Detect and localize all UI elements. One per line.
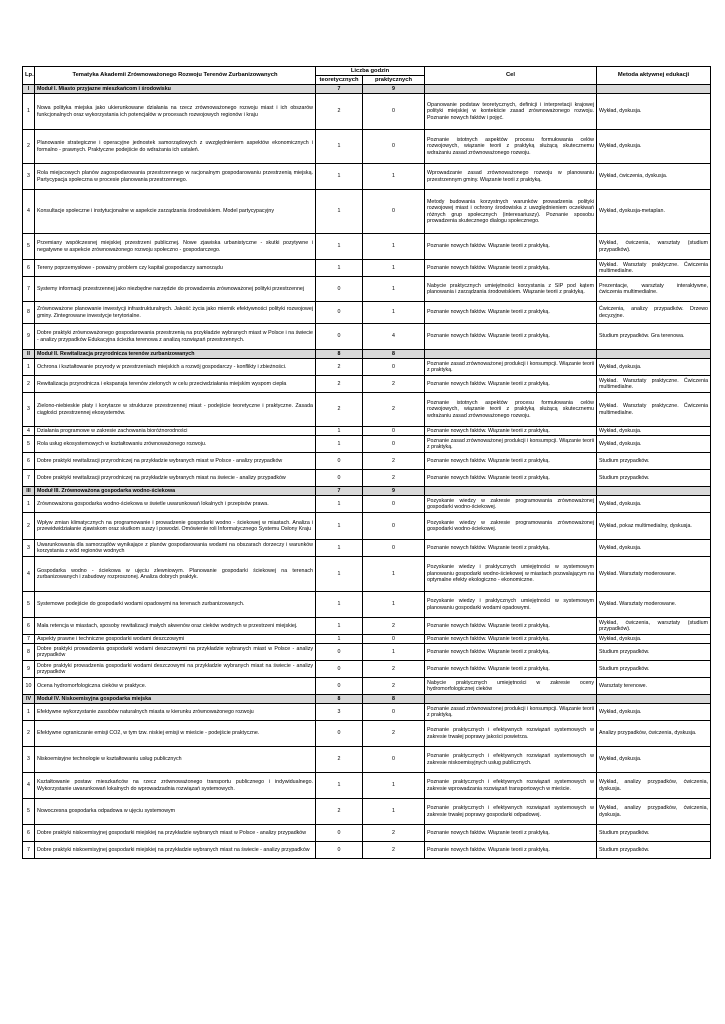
practice-hours: 0	[363, 94, 425, 130]
practice-hours: 2	[363, 842, 425, 859]
row-number: III	[23, 487, 35, 496]
module-header-row	[23, 350, 711, 359]
theory-hours: 1	[316, 436, 363, 453]
table-row	[23, 704, 711, 721]
table-row	[23, 190, 711, 234]
practice-hours: 0	[363, 130, 425, 164]
practice-hours: 0	[363, 427, 425, 436]
topic-cell: Zrównoważona gospodarka wodno-ściekowa w świetle uwarunkowań lokalnych i przepisów prawa.	[35, 496, 316, 513]
table-row	[23, 234, 711, 260]
goal-cell: Poznanie nowych faktów. Wiązanie teorii z praktyką.	[425, 302, 597, 324]
row-number: 7	[23, 470, 35, 487]
practice-hours: 0	[363, 496, 425, 513]
method-cell: Wykład, dyskusja.	[597, 436, 711, 453]
practice-hours: 2	[363, 376, 425, 393]
header-theory: teoretycznych	[316, 76, 363, 85]
row-number: 4	[23, 773, 35, 799]
header-hours: Liczba godzin	[316, 67, 425, 76]
method-cell: Wykład, dyskusja.	[597, 704, 711, 721]
method-cell: Wykład. Warsztaty praktyczne. Ćwiczenia multimedialne.	[597, 376, 711, 393]
method-cell	[597, 350, 711, 359]
theory-hours: 0	[316, 825, 363, 842]
row-number: 5	[23, 234, 35, 260]
practice-hours: 0	[363, 635, 425, 644]
topic-cell: Ocena hydromorfologiczna cieków w praktyce.	[35, 678, 316, 695]
method-cell: Wykład, dyskusja.	[597, 427, 711, 436]
practice-hours: 2	[363, 678, 425, 695]
practice-hours: 1	[363, 773, 425, 799]
goal-cell: Poznanie nowych faktów. Wiązanie teorii z praktyką.	[425, 825, 597, 842]
practice-hours: 0	[363, 359, 425, 376]
table-row	[23, 644, 711, 661]
row-number: 3	[23, 393, 35, 427]
theory-hours: 1	[316, 513, 363, 540]
row-number: 6	[23, 825, 35, 842]
topic-cell: Dobre praktyki prowadzenia gospodarki wodami deszczowymi na przykładzie wybranych miast w Polsce - analizy przypadków	[35, 644, 316, 661]
method-cell: Wykład, ćwiczenia, warsztaty (studium przypadków).	[597, 618, 711, 635]
row-number: 1	[23, 94, 35, 130]
theory-hours: 1	[316, 496, 363, 513]
goal-cell	[425, 350, 597, 359]
theory-hours: 1	[316, 540, 363, 557]
goal-cell	[425, 695, 597, 704]
row-number: II	[23, 350, 35, 359]
method-cell: Wykład, dyskusja-metaplan.	[597, 190, 711, 234]
goal-cell: Nabycie praktycznych umiejętności korzystania z SIP pod kątem planowania i zarządzania środowiskiem. Wiązanie teorii z praktyką.	[425, 277, 597, 302]
practice-hours: 0	[363, 513, 425, 540]
practice-hours: 4	[363, 324, 425, 350]
goal-cell: Poznanie nowych faktów. Wiązanie teorii z praktyką.	[425, 427, 597, 436]
theory-hours: 1	[316, 618, 363, 635]
row-number: 1	[23, 704, 35, 721]
row-number: 5	[23, 799, 35, 825]
practice-hours: 1	[363, 302, 425, 324]
table-row	[23, 453, 711, 470]
goal-cell	[425, 85, 597, 94]
table-row	[23, 427, 711, 436]
row-number: 8	[23, 644, 35, 661]
table-row	[23, 359, 711, 376]
table-row	[23, 799, 711, 825]
topic-cell: Rola usług ekosystemowych w kształtowaniu zrównoważonego rozwoju.	[35, 436, 316, 453]
row-number: 5	[23, 592, 35, 618]
row-number: 6	[23, 260, 35, 277]
practice-hours: 0	[363, 190, 425, 234]
practice-hours: 0	[363, 436, 425, 453]
topic-cell: Mała retencja w miastach, sposoby rewitalizacji małych akwenów oraz cieków wodnych w przestrzeni miejskiej.	[35, 618, 316, 635]
topic-cell: Aspekty prawne i techniczne gospodarki wodami deszczowymi	[35, 635, 316, 644]
row-number: 7	[23, 842, 35, 859]
method-cell: Studium przypadków.	[597, 644, 711, 661]
topic-cell: Systemy informacji przestrzennej jako niezbędne narzędzie do prowadzenia zrównoważonej polityki przestrzennej	[35, 277, 316, 302]
practice-hours: 2	[363, 618, 425, 635]
method-cell: Studium przypadków. Gra terenowa.	[597, 324, 711, 350]
method-cell: Studium przypadków.	[597, 470, 711, 487]
row-number: IV	[23, 695, 35, 704]
method-cell: Studium przypadków.	[597, 842, 711, 859]
row-number: 9	[23, 324, 35, 350]
theory-hours: 0	[316, 453, 363, 470]
theory-hours: 1	[316, 260, 363, 277]
method-cell: Wykład. Warsztaty moderowane.	[597, 592, 711, 618]
theory-hours: 0	[316, 661, 363, 678]
table-row	[23, 747, 711, 773]
theory-hours: 0	[316, 302, 363, 324]
table-row	[23, 496, 711, 513]
table-row	[23, 164, 711, 190]
theory-hours: 0	[316, 842, 363, 859]
row-number: 7	[23, 277, 35, 302]
method-cell: Analizy przypadków, ćwiczenia, dyskusja.	[597, 721, 711, 747]
goal-cell: Poznanie nowych faktów. Wiązanie teorii z praktyką.	[425, 842, 597, 859]
table-row	[23, 773, 711, 799]
row-number: 8	[23, 302, 35, 324]
goal-cell: Poznanie nowych faktów. Wiązanie teorii z praktyką.	[425, 324, 597, 350]
method-cell: Studium przypadków.	[597, 825, 711, 842]
goal-cell: Pozyskanie wiedzy w zakresie programowania zrównoważonej gospodarki wodno-ściekowej.	[425, 496, 597, 513]
theory-hours: 8	[316, 350, 363, 359]
theory-hours: 2	[316, 747, 363, 773]
theory-hours: 1	[316, 773, 363, 799]
topic-cell: Gospodarka wodno - ściekowa w ujęciu zlewniowym. Planowanie gospodarki ściekowej na terenach zurbanizowanych i zabudowy rozproszonej. Analiza dobrych praktyk.	[35, 557, 316, 592]
practice-hours: 1	[363, 234, 425, 260]
practice-hours: 1	[363, 592, 425, 618]
row-number: 2	[23, 721, 35, 747]
topic-cell: Zrównoważone planowanie inwestycji infrastrukturalnych. Jakość życia jako miernik efektywności polityki rozwojowej gminy. Zintegrowane inwestycje terytorialne.	[35, 302, 316, 324]
method-cell	[597, 695, 711, 704]
practice-hours: 0	[363, 747, 425, 773]
method-cell: Wykład, ćwiczenia, warsztaty (studium przypadków).	[597, 234, 711, 260]
goal-cell: Poznanie praktycznych i efektywnych rozwiązań systemowych w zakresie trwałej poprawy jakości powietrza.	[425, 721, 597, 747]
table-row	[23, 557, 711, 592]
table-row	[23, 635, 711, 644]
table-row	[23, 302, 711, 324]
header-goal: Cel	[425, 67, 597, 85]
goal-cell: Poznanie zasad zrównoważonej produkcji i konsumpcji. Wiązanie teorii z praktyką.	[425, 704, 597, 721]
goal-cell: Poznanie zasad zrównoważonej produkcji i konsumpcji. Wiązanie teorii z praktyką.	[425, 436, 597, 453]
row-number: 1	[23, 359, 35, 376]
curriculum-table	[22, 66, 711, 859]
method-cell: Studium przypadków.	[597, 453, 711, 470]
table-row	[23, 513, 711, 540]
table-row	[23, 260, 711, 277]
method-cell: Wykład, dyskusja.	[597, 359, 711, 376]
row-number: 2	[23, 513, 35, 540]
row-number: 4	[23, 557, 35, 592]
method-cell	[597, 85, 711, 94]
practice-hours: 1	[363, 277, 425, 302]
goal-cell: Poznanie nowych faktów. Wiązanie teorii z praktyką.	[425, 635, 597, 644]
method-cell: Wykład, ćwiczenia, dyskusja.	[597, 164, 711, 190]
topic-cell: Zielono-niebieskie płaty i korytarze w strukturze przestrzennej miast - podejście teoretyczne i praktyczne. Zasada ciągłości przestrzennej ekosystemów.	[35, 393, 316, 427]
header-practice: praktycznych	[363, 76, 425, 85]
goal-cell: Pozyskanie wiedzy w zakresie programowania zrównoważonej gospodarki wodno-ściekowej.	[425, 513, 597, 540]
table-row	[23, 540, 711, 557]
practice-hours: 0	[363, 704, 425, 721]
theory-hours: 0	[316, 277, 363, 302]
practice-hours: 2	[363, 721, 425, 747]
header-method: Metoda aktywnej edukacji	[597, 67, 711, 85]
header-topic: Tematyka Akademii Zrównoważonego Rozwoju Terenów Zurbanizowanych	[35, 67, 316, 85]
goal-cell: Poznanie nowych faktów. Wiązanie teorii z praktyką.	[425, 618, 597, 635]
table-row	[23, 592, 711, 618]
method-cell: Wykład, dyskusja.	[597, 747, 711, 773]
practice-hours: 9	[363, 487, 425, 496]
theory-hours: 0	[316, 678, 363, 695]
row-number: 2	[23, 130, 35, 164]
method-cell: Ćwiczenia, analizy przypadków. Drzewo decyzyjne.	[597, 302, 711, 324]
table-row	[23, 470, 711, 487]
method-cell: Wykład, dyskusja.	[597, 496, 711, 513]
method-cell: Wykład, dyskusja.	[597, 130, 711, 164]
topic-cell: Dobre praktyki rewitalizacji przyrodniczej na przykładzie wybranych miast na świecie - analizy przypadków	[35, 470, 316, 487]
practice-hours: 2	[363, 393, 425, 427]
theory-hours: 3	[316, 704, 363, 721]
topic-cell: Dobre praktyki zrównoważonego gospodarowania przestrzenią na przykładzie wybranych miast w Polsce i na świecie - analizy przypadków Edukacyjna ścieżka terenowa z analizą rozwiązań przestrzennych.	[35, 324, 316, 350]
practice-hours: 0	[363, 540, 425, 557]
row-number: 6	[23, 453, 35, 470]
theory-hours: 2	[316, 359, 363, 376]
topic-cell: Dobre praktyki prowadzenia gospodarki wodami deszczowymi na przykładzie wybranych miast na świecie - analizy przypadków	[35, 661, 316, 678]
theory-hours: 2	[316, 799, 363, 825]
practice-hours: 1	[363, 799, 425, 825]
goal-cell: Poznanie nowych faktów. Wiązanie teorii z praktyką.	[425, 234, 597, 260]
practice-hours: 8	[363, 695, 425, 704]
method-cell: Warsztaty terenowe.	[597, 678, 711, 695]
goal-cell: Pozyskanie wiedzy i praktycznych umiejętności w systemowym planowaniu gospodarki wodno-ściekowej w miastach pozwalającym na optymalne efekty ekologiczno - ekonomiczne.	[425, 557, 597, 592]
topic-cell: Dobre praktyki rewitalizacji przyrodniczej na przykładzie wybranych miast w Polsce - analizy przypadków	[35, 453, 316, 470]
row-number: 4	[23, 190, 35, 234]
module-header-row	[23, 695, 711, 704]
theory-hours: 1	[316, 130, 363, 164]
theory-hours: 7	[316, 487, 363, 496]
table-row	[23, 376, 711, 393]
practice-hours: 1	[363, 260, 425, 277]
goal-cell: Opanowanie podstaw teoretycznych, definicji i interpretacji krajowej polityki miejskiej w kontekście zasad zrównoważonego rozwoju. Poznanie nowych faktów i pojęć.	[425, 94, 597, 130]
module-title: Moduł I. Miasto przyjazne mieszkańcom i środowisku	[35, 85, 316, 94]
method-cell: Wykład, dyskusja.	[597, 94, 711, 130]
method-cell: Prezentacje, warsztaty interaktywne, ćwiczenia multimedialne.	[597, 277, 711, 302]
method-cell	[597, 487, 711, 496]
practice-hours: 2	[363, 825, 425, 842]
theory-hours: 2	[316, 376, 363, 393]
topic-cell: Nowoczesna gospodarka odpadowa w ujęciu systemowym	[35, 799, 316, 825]
row-number: 10	[23, 678, 35, 695]
goal-cell: Poznanie nowych faktów. Wiązanie teorii z praktyką.	[425, 661, 597, 678]
goal-cell: Poznanie nowych faktów. Wiązanie teorii z praktyką.	[425, 470, 597, 487]
goal-cell: Pozyskanie wiedzy i praktycznych umiejętności w systemowym planowaniu gospodarki wodami opadowymi.	[425, 592, 597, 618]
goal-cell: Poznanie nowych faktów. Wiązanie teorii z praktyką.	[425, 453, 597, 470]
theory-hours: 1	[316, 190, 363, 234]
topic-cell: Nowa polityka miejska jako ukierunkowane działania na rzecz zrównoważonego rozwoju miast i ich obszarów funkcjonalnych oraz wykorzystania ich potencjałów w procesach rozwojowych regionów i kraju	[35, 94, 316, 130]
topic-cell: Wpływ zmian klimatycznych na programowanie i prowadzenie gospodarki wodno - ściekowej w miastach. Analiza i przewidwidziałanie zjawiskom oraz skutkom suszy i powodzi. Omówienie roli Informatycznego Systemu Osłony Kraju	[35, 513, 316, 540]
table-row	[23, 94, 711, 130]
theory-hours: 0	[316, 324, 363, 350]
table-row	[23, 825, 711, 842]
goal-cell: Metody budowania korzystnych warunków prowadzenia polityki rozwojowej miast i ochrony środowiska z uwzględnieniem oczekiwań różnych grup społecznych (interesariuszy). Poznanie sposobu prowadzenia skutecznego dialogu społecznego.	[425, 190, 597, 234]
goal-cell: Nabycie praktycznych umiejętności w zakresie oceny hydromorfologicznej cieków	[425, 678, 597, 695]
topic-cell: Dobre praktyki niskoemisyjnej gospodarki miejskiej na przykładzie wybranych miast w Polsce - analizy przypadków	[35, 825, 316, 842]
topic-cell: Przemiany współczesnej miejskiej przestrzeni publicznej. Nowe zjawiska urbanistyczne - skutki pozytywne i negatywne w aspekcie zrównoważonego rozwoju społeczno - gospodarczego.	[35, 234, 316, 260]
topic-cell: Rewitalizacja przyrodnicza i ekspansja terenów zielonych w celu przeciwdziałania miejskim wyspom ciepła	[35, 376, 316, 393]
method-cell: Wykład, pokaz multimedialny, dyskusja.	[597, 513, 711, 540]
row-number: 7	[23, 635, 35, 644]
table-row	[23, 661, 711, 678]
topic-cell: Tereny poprzemysłowe - poważny problem czy kapitał gospodarczy samorządu	[35, 260, 316, 277]
goal-cell: Poznanie nowych faktów. Wiązanie teorii z praktyką.	[425, 540, 597, 557]
table-row	[23, 721, 711, 747]
row-number: 2	[23, 376, 35, 393]
goal-cell: Wprowadzanie zasad zrównoważonego rozwoju w planowaniu przestrzennym gminy. Wiązanie teorii z praktyką.	[425, 164, 597, 190]
table-body	[23, 85, 711, 859]
practice-hours: 1	[363, 644, 425, 661]
topic-cell: Ochrona i kształtowanie przyrody w przestrzeniach miejskich a rozwój gospodarczy - konflikty i zbieżności.	[35, 359, 316, 376]
table-row	[23, 324, 711, 350]
topic-cell: Planowanie strategiczne i operacyjne jednostek samorządowych z uwzględnieniem aspektów ekonomicznych i formalno - prawnych. Praktyczne podejście do wdrażania ich ustaleń.	[35, 130, 316, 164]
theory-hours: 1	[316, 427, 363, 436]
row-number: 3	[23, 164, 35, 190]
header-lp: Lp.	[23, 67, 35, 85]
method-cell: Wykład, dyskusja.	[597, 540, 711, 557]
topic-cell: Efektywne wykorzystanie zasobów naturalnych miasta w kierunku zrównoważonego rozwoju	[35, 704, 316, 721]
theory-hours: 0	[316, 721, 363, 747]
method-cell: Wykład. Warsztaty moderowane.	[597, 557, 711, 592]
table-row	[23, 130, 711, 164]
goal-cell: Poznanie istotnych aspektów procesu formułowania celów rozwojowych, wiązanie teorii z praktyką służącą skutecznemu wdrażaniu zasad zrównoważonego rozwoju.	[425, 130, 597, 164]
module-header-row	[23, 487, 711, 496]
module-title: Moduł II. Rewitalizacja przyrodnicza terenów zurbanizowanych	[35, 350, 316, 359]
goal-cell: Poznanie nowych faktów. Wiązanie teorii z praktyką.	[425, 260, 597, 277]
theory-hours: 1	[316, 592, 363, 618]
theory-hours: 1	[316, 635, 363, 644]
goal-cell: Poznanie zasad zrównoważonej produkcji i konsumpcji. Wiązanie teorii z praktyką.	[425, 359, 597, 376]
row-number: I	[23, 85, 35, 94]
method-cell: Wykład, analizy przypadków, ćwiczenia, dyskusja.	[597, 799, 711, 825]
topic-cell: Rola miejscowych planów zagospodarowania przestrzennego w racjonalnym gospodarowaniu przestrzenią miejską. Partycypacja społeczna w procesie planowania przestrzennego.	[35, 164, 316, 190]
topic-cell: Kształtowanie postaw mieszkańców na rzecz zrównoważonego transportu publicznego i indywidualnego. Wykorzystanie uwarunkowań lokalnych do wprowadzadnia rozwiązań systemowych.	[35, 773, 316, 799]
row-number: 3	[23, 747, 35, 773]
practice-hours: 8	[363, 350, 425, 359]
table-row	[23, 393, 711, 427]
topic-cell: Systemowe podejście do gospodarki wodami opadowymi na terenach zurbanizowanych.	[35, 592, 316, 618]
goal-cell: Poznanie praktycznych i efektywnych rozwiązań systemowych w zakresie niskoemisyjnych usług publicznych.	[425, 747, 597, 773]
theory-hours: 1	[316, 557, 363, 592]
goal-cell: Poznanie praktycznych i efektywnych rozwiązań systemowych w zakresie trwałej poprawy gospodarki odpadowej.	[425, 799, 597, 825]
row-number: 3	[23, 540, 35, 557]
topic-cell: Efektywne ograniczanie emisji CO2, w tym tzw. niskiej emisji w mieście - podejście praktyczne.	[35, 721, 316, 747]
goal-cell	[425, 487, 597, 496]
table-row	[23, 618, 711, 635]
method-cell: Wykład. Warsztaty praktyczne. Ćwiczenia multimedialne.	[597, 260, 711, 277]
practice-hours: 2	[363, 661, 425, 678]
goal-cell: Poznanie istotnych aspektów procesu formułowania celów rozwojowych, wiązanie teorii z praktyką służącą skutecznemu wdrażaniu zasad zrównoważonego rozwoju.	[425, 393, 597, 427]
theory-hours: 0	[316, 644, 363, 661]
theory-hours: 0	[316, 470, 363, 487]
method-cell: Wykład, dyskusja.	[597, 635, 711, 644]
theory-hours: 7	[316, 85, 363, 94]
goal-cell: Poznanie praktycznych i efektywnych rozwiązań systemowych w zakresie wprowadzania rozwiązań transportowych w mieście.	[425, 773, 597, 799]
row-number: 9	[23, 661, 35, 678]
module-title: Moduł IV. Niskoemisyjna gospodarka miejska	[35, 695, 316, 704]
module-header-row	[23, 85, 711, 94]
theory-hours: 1	[316, 164, 363, 190]
topic-cell: Uwarunkowania dla samorządów wynikające z planów gospodarowania wodami na obszarach dorzeczy i warunków korzystania z wód regionów wodnych	[35, 540, 316, 557]
practice-hours: 9	[363, 85, 425, 94]
row-number: 4	[23, 427, 35, 436]
method-cell: Wykład, analizy przypadków, ćwiczenia, dyskusja.	[597, 773, 711, 799]
goal-cell: Poznanie nowych faktów. Wiązanie teorii z praktyką.	[425, 644, 597, 661]
module-title: Moduł III. Zrównoważona gospodarka wodno-ściekowa	[35, 487, 316, 496]
goal-cell: Poznanie nowych faktów. Wiązanie teorii z praktyką.	[425, 376, 597, 393]
topic-cell: Niskoemisyjne technologie w kształtowaniu usług publicznych	[35, 747, 316, 773]
theory-hours: 1	[316, 234, 363, 260]
table-row	[23, 678, 711, 695]
method-cell: Wykład. Warsztaty praktyczne. Ćwiczenia multimedialne.	[597, 393, 711, 427]
topic-cell: Konsultacje społeczne i instytucjonalne w aspekcie zarządzania środowiskiem. Model partycypacyjny	[35, 190, 316, 234]
theory-hours: 2	[316, 393, 363, 427]
practice-hours: 2	[363, 453, 425, 470]
topic-cell: Dobre praktyki niskoemisyjnej gospodarki miejskiej na przykładzie wybranych miast na świecie - analizy przypadków	[35, 842, 316, 859]
row-number: 1	[23, 496, 35, 513]
topic-cell: Działania programowe w zakresie zachowania bioróżnorodności	[35, 427, 316, 436]
table-row	[23, 277, 711, 302]
practice-hours: 1	[363, 557, 425, 592]
theory-hours: 2	[316, 94, 363, 130]
row-number: 5	[23, 436, 35, 453]
row-number: 6	[23, 618, 35, 635]
theory-hours: 8	[316, 695, 363, 704]
practice-hours: 2	[363, 470, 425, 487]
practice-hours: 1	[363, 164, 425, 190]
method-cell: Studium przypadków.	[597, 661, 711, 678]
table-row	[23, 436, 711, 453]
table-row	[23, 842, 711, 859]
